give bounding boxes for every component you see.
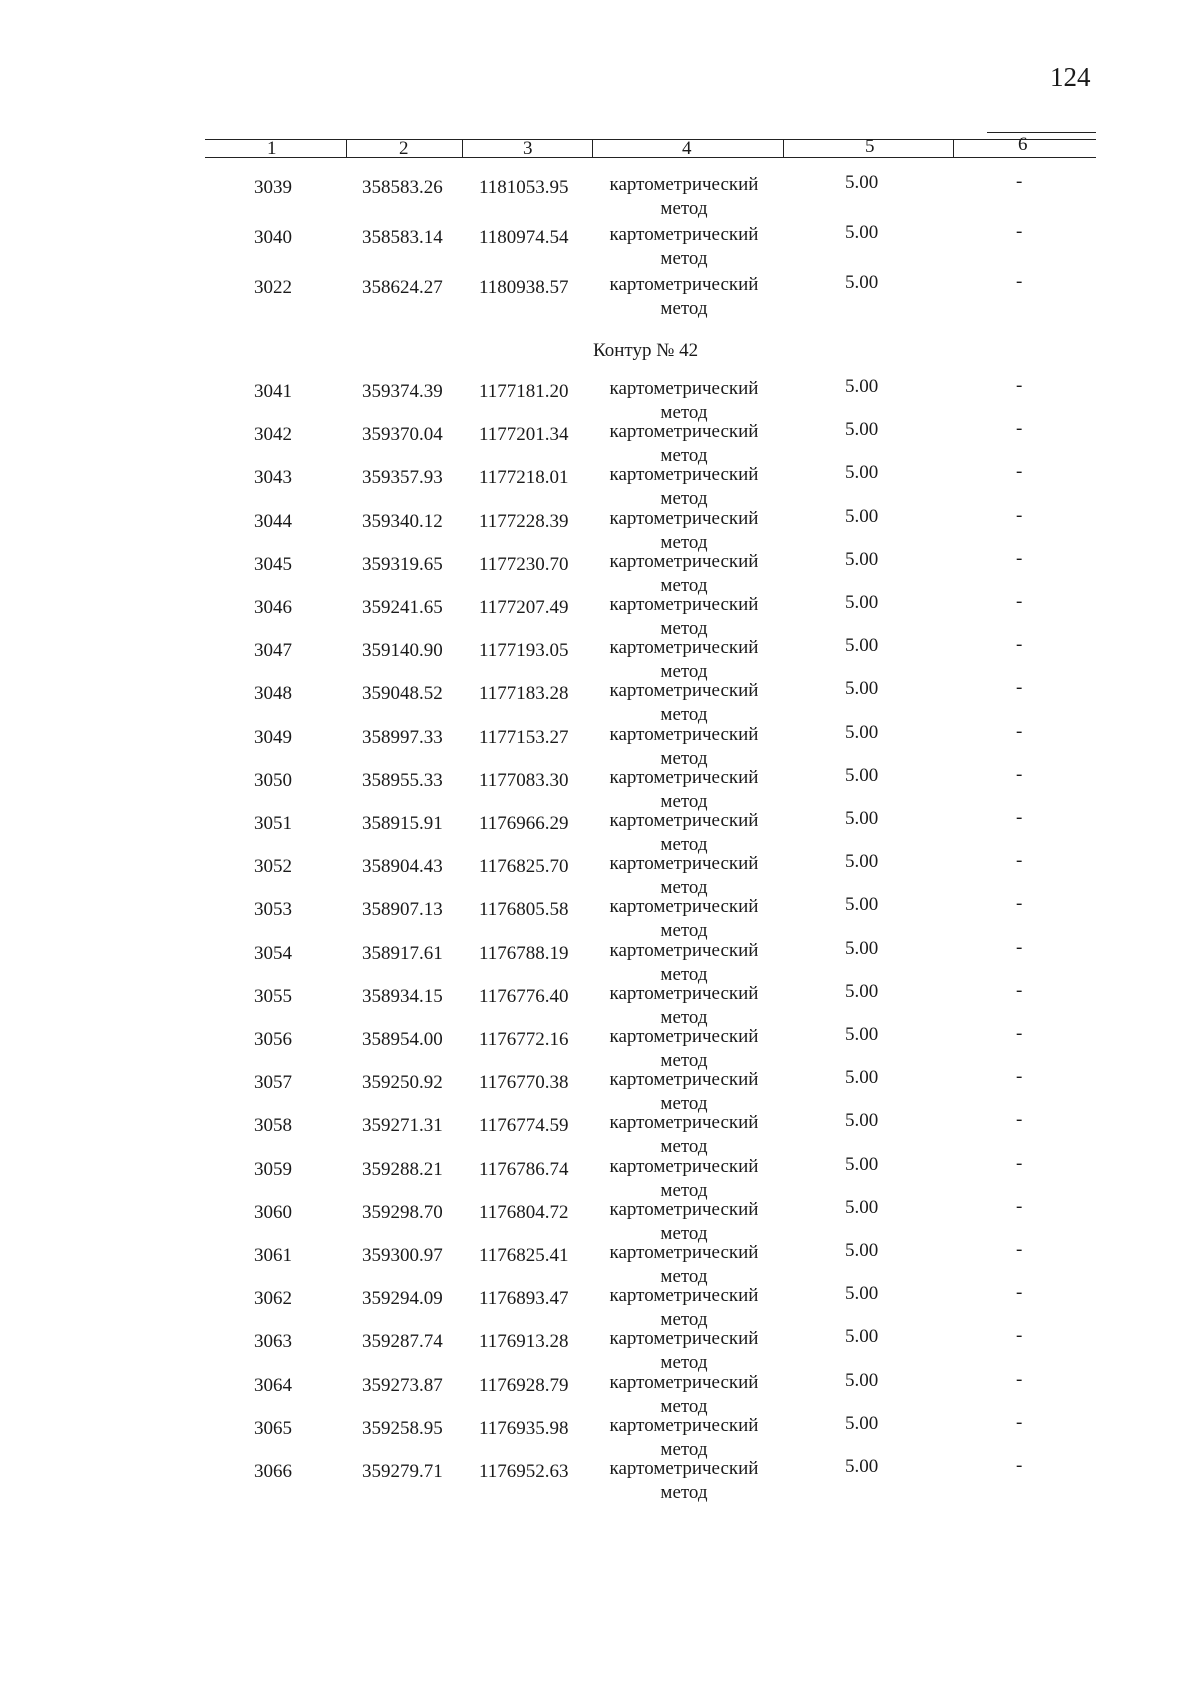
x-coordinate: 358917.61 (362, 942, 443, 964)
header-top-rule-right (987, 132, 1096, 133)
header-divider (592, 139, 593, 157)
x-coordinate: 358624.27 (362, 277, 443, 298)
y-coordinate: 1177201.34 (479, 424, 569, 446)
note: - (1016, 979, 1023, 1001)
precision: 5.00 (845, 1326, 879, 1348)
point-number: 3058 (254, 1115, 292, 1137)
method: картометрический метод (609, 1285, 759, 1331)
y-coordinate: 1177228.39 (479, 510, 569, 532)
x-coordinate: 359319.65 (362, 553, 443, 575)
y-coordinate: 1177207.49 (479, 597, 569, 618)
y-coordinate: 1176825.41 (479, 1245, 569, 1266)
method: картометрический метод (609, 1371, 759, 1417)
note: - (1016, 271, 1023, 292)
precision: 5.00 (845, 851, 879, 873)
note: - (1016, 547, 1023, 569)
precision: 5.00 (845, 1456, 879, 1477)
header-divider (346, 139, 347, 157)
method: картометрический метод (609, 853, 759, 899)
header-col-6: 6 (1018, 134, 1028, 155)
precision: 5.00 (845, 678, 879, 700)
point-number: 3043 (254, 467, 292, 489)
x-coordinate: 359258.95 (362, 1417, 443, 1439)
precision: 5.00 (845, 376, 879, 397)
header-divider (783, 139, 784, 157)
x-coordinate: 358954.00 (362, 1029, 443, 1050)
point-number: 3042 (254, 424, 292, 446)
method: картометрический метод (609, 982, 759, 1028)
precision: 5.00 (845, 980, 879, 1002)
precision: 5.00 (845, 222, 879, 243)
y-coordinate: 1177153.27 (479, 726, 569, 748)
x-coordinate: 359357.93 (362, 467, 443, 489)
note: - (1016, 375, 1023, 396)
point-number: 3059 (254, 1158, 292, 1180)
note: - (1016, 1455, 1023, 1476)
method: картометрический метод (609, 723, 759, 769)
point-number: 3055 (254, 985, 292, 1007)
header-col-1: 1 (267, 138, 277, 159)
note: - (1016, 1411, 1023, 1433)
point-number: 3049 (254, 726, 292, 748)
precision: 5.00 (845, 172, 879, 193)
point-number: 3040 (254, 227, 292, 248)
table-row (0, 171, 1200, 221)
precision: 5.00 (845, 1412, 879, 1434)
method: картометрический метод (609, 421, 759, 467)
note: - (1016, 1066, 1023, 1088)
y-coordinate: 1176776.40 (479, 985, 569, 1007)
y-coordinate: 1176805.58 (479, 899, 569, 921)
y-coordinate: 1181053.95 (479, 177, 569, 198)
note: - (1016, 1282, 1023, 1304)
y-coordinate: 1177083.30 (479, 769, 569, 791)
note: - (1016, 1023, 1023, 1044)
y-coordinate: 1176928.79 (479, 1374, 569, 1396)
point-number: 3039 (254, 177, 292, 198)
point-number: 3065 (254, 1417, 292, 1439)
x-coordinate: 358583.14 (362, 227, 443, 248)
precision: 5.00 (845, 462, 879, 484)
x-coordinate: 358915.91 (362, 813, 443, 834)
note: - (1016, 418, 1023, 440)
x-coordinate: 359288.21 (362, 1158, 443, 1180)
precision: 5.00 (845, 808, 879, 829)
contour-title: Контур № 42 (593, 340, 699, 361)
note: - (1016, 720, 1023, 742)
precision: 5.00 (845, 1369, 879, 1391)
precision: 5.00 (845, 505, 879, 527)
y-coordinate: 1176772.16 (479, 1029, 569, 1050)
header-col-3: 3 (523, 138, 533, 159)
x-coordinate: 359140.90 (362, 640, 443, 662)
x-coordinate: 359287.74 (362, 1331, 443, 1353)
precision: 5.00 (845, 1110, 879, 1132)
x-coordinate: 358907.13 (362, 899, 443, 921)
x-coordinate: 359370.04 (362, 424, 443, 446)
x-coordinate: 359300.97 (362, 1245, 443, 1266)
y-coordinate: 1177218.01 (479, 467, 569, 489)
y-coordinate: 1180974.54 (479, 227, 569, 248)
header-col-5: 5 (865, 136, 875, 157)
y-coordinate: 1176952.63 (479, 1461, 569, 1482)
point-number: 3050 (254, 769, 292, 791)
y-coordinate: 1176966.29 (479, 813, 569, 834)
method: картометрический метод (609, 1198, 759, 1244)
point-number: 3045 (254, 553, 292, 575)
method: картометрический метод (609, 1155, 759, 1201)
header-divider (462, 139, 463, 157)
note: - (1016, 1109, 1023, 1131)
method: картометрический метод (609, 507, 759, 553)
y-coordinate: 1176770.38 (479, 1072, 569, 1094)
precision: 5.00 (845, 721, 879, 743)
y-coordinate: 1176913.28 (479, 1331, 569, 1353)
note: - (1016, 221, 1023, 242)
method: картометрический метод (609, 594, 759, 639)
point-number: 3047 (254, 640, 292, 662)
point-number: 3062 (254, 1288, 292, 1310)
method: картометрический метод (609, 1328, 759, 1374)
precision: 5.00 (845, 1196, 879, 1218)
note: - (1016, 677, 1023, 699)
method: картометрический метод (609, 378, 759, 423)
y-coordinate: 1177230.70 (479, 553, 569, 575)
y-coordinate: 1176774.59 (479, 1115, 569, 1137)
method: картометрический метод (609, 810, 759, 855)
note: - (1016, 634, 1023, 656)
x-coordinate: 359298.70 (362, 1201, 443, 1223)
precision: 5.00 (845, 894, 879, 916)
precision: 5.00 (845, 1153, 879, 1175)
y-coordinate: 1176893.47 (479, 1288, 569, 1310)
method: картометрический метод (609, 637, 759, 683)
point-number: 3052 (254, 856, 292, 878)
precision: 5.00 (845, 1240, 879, 1261)
y-coordinate: 1176786.74 (479, 1158, 569, 1180)
precision: 5.00 (845, 764, 879, 786)
method: картометрический метод (609, 274, 759, 319)
table-row (0, 271, 1200, 321)
note: - (1016, 504, 1023, 526)
header-bottom-rule (205, 157, 1096, 158)
precision: 5.00 (845, 548, 879, 570)
note: - (1016, 1195, 1023, 1217)
y-coordinate: 1177193.05 (479, 640, 569, 662)
method: картометрический метод (609, 1242, 759, 1287)
point-number: 3041 (254, 381, 292, 402)
method: картометрический метод (609, 1414, 759, 1460)
note: - (1016, 171, 1023, 192)
point-number: 3044 (254, 510, 292, 532)
method: картометрический метод (609, 1458, 759, 1503)
point-number: 3053 (254, 899, 292, 921)
note: - (1016, 936, 1023, 958)
x-coordinate: 358904.43 (362, 856, 443, 878)
y-coordinate: 1176804.72 (479, 1201, 569, 1223)
x-coordinate: 359279.71 (362, 1461, 443, 1482)
note: - (1016, 850, 1023, 872)
note: - (1016, 1152, 1023, 1174)
precision: 5.00 (845, 592, 879, 613)
point-number: 3063 (254, 1331, 292, 1353)
precision: 5.00 (845, 419, 879, 441)
method: картометрический метод (609, 680, 759, 726)
method: картометрический метод (609, 174, 759, 219)
note: - (1016, 461, 1023, 483)
page-number: 124 (1050, 62, 1091, 92)
header-top-rule (205, 139, 1096, 140)
method: картометрический метод (609, 766, 759, 812)
point-number: 3046 (254, 597, 292, 618)
point-number: 3061 (254, 1245, 292, 1266)
note: - (1016, 1368, 1023, 1390)
x-coordinate: 359340.12 (362, 510, 443, 532)
table-row (0, 1455, 1200, 1505)
point-number: 3051 (254, 813, 292, 834)
precision: 5.00 (845, 1067, 879, 1089)
x-coordinate: 359241.65 (362, 597, 443, 618)
y-coordinate: 1176935.98 (479, 1417, 569, 1439)
note: - (1016, 1325, 1023, 1347)
method: картометрический метод (609, 224, 759, 269)
precision: 5.00 (845, 937, 879, 959)
x-coordinate: 358955.33 (362, 769, 443, 791)
point-number: 3048 (254, 683, 292, 705)
x-coordinate: 359273.87 (362, 1374, 443, 1396)
x-coordinate: 359271.31 (362, 1115, 443, 1137)
precision: 5.00 (845, 1283, 879, 1305)
table-row (0, 221, 1200, 271)
x-coordinate: 359294.09 (362, 1288, 443, 1310)
method: картометрический метод (609, 939, 759, 985)
header-col-4: 4 (682, 138, 692, 159)
note: - (1016, 591, 1023, 612)
x-coordinate: 359250.92 (362, 1072, 443, 1094)
y-coordinate: 1180938.57 (479, 277, 569, 298)
note: - (1016, 893, 1023, 915)
note: - (1016, 1239, 1023, 1260)
x-coordinate: 359048.52 (362, 683, 443, 705)
method: картометрический метод (609, 896, 759, 942)
point-number: 3022 (254, 277, 292, 298)
method: картометрический метод (609, 1112, 759, 1158)
x-coordinate: 358583.26 (362, 177, 443, 198)
method: картометрический метод (609, 1026, 759, 1071)
point-number: 3057 (254, 1072, 292, 1094)
y-coordinate: 1177183.28 (479, 683, 569, 705)
x-coordinate: 358997.33 (362, 726, 443, 748)
point-number: 3066 (254, 1461, 292, 1482)
method: картометрический метод (609, 550, 759, 596)
x-coordinate: 359374.39 (362, 381, 443, 402)
y-coordinate: 1176825.70 (479, 856, 569, 878)
precision: 5.00 (845, 635, 879, 657)
point-number: 3054 (254, 942, 292, 964)
note: - (1016, 807, 1023, 828)
x-coordinate: 358934.15 (362, 985, 443, 1007)
header-divider (953, 139, 954, 157)
table-header (205, 130, 1096, 164)
y-coordinate: 1177181.20 (479, 381, 569, 402)
method: картометрический метод (609, 464, 759, 510)
header-col-2: 2 (399, 138, 409, 159)
method: картометрический метод (609, 1069, 759, 1115)
precision: 5.00 (845, 1024, 879, 1045)
point-number: 3060 (254, 1201, 292, 1223)
y-coordinate: 1176788.19 (479, 942, 569, 964)
precision: 5.00 (845, 272, 879, 293)
point-number: 3064 (254, 1374, 292, 1396)
point-number: 3056 (254, 1029, 292, 1050)
note: - (1016, 763, 1023, 785)
